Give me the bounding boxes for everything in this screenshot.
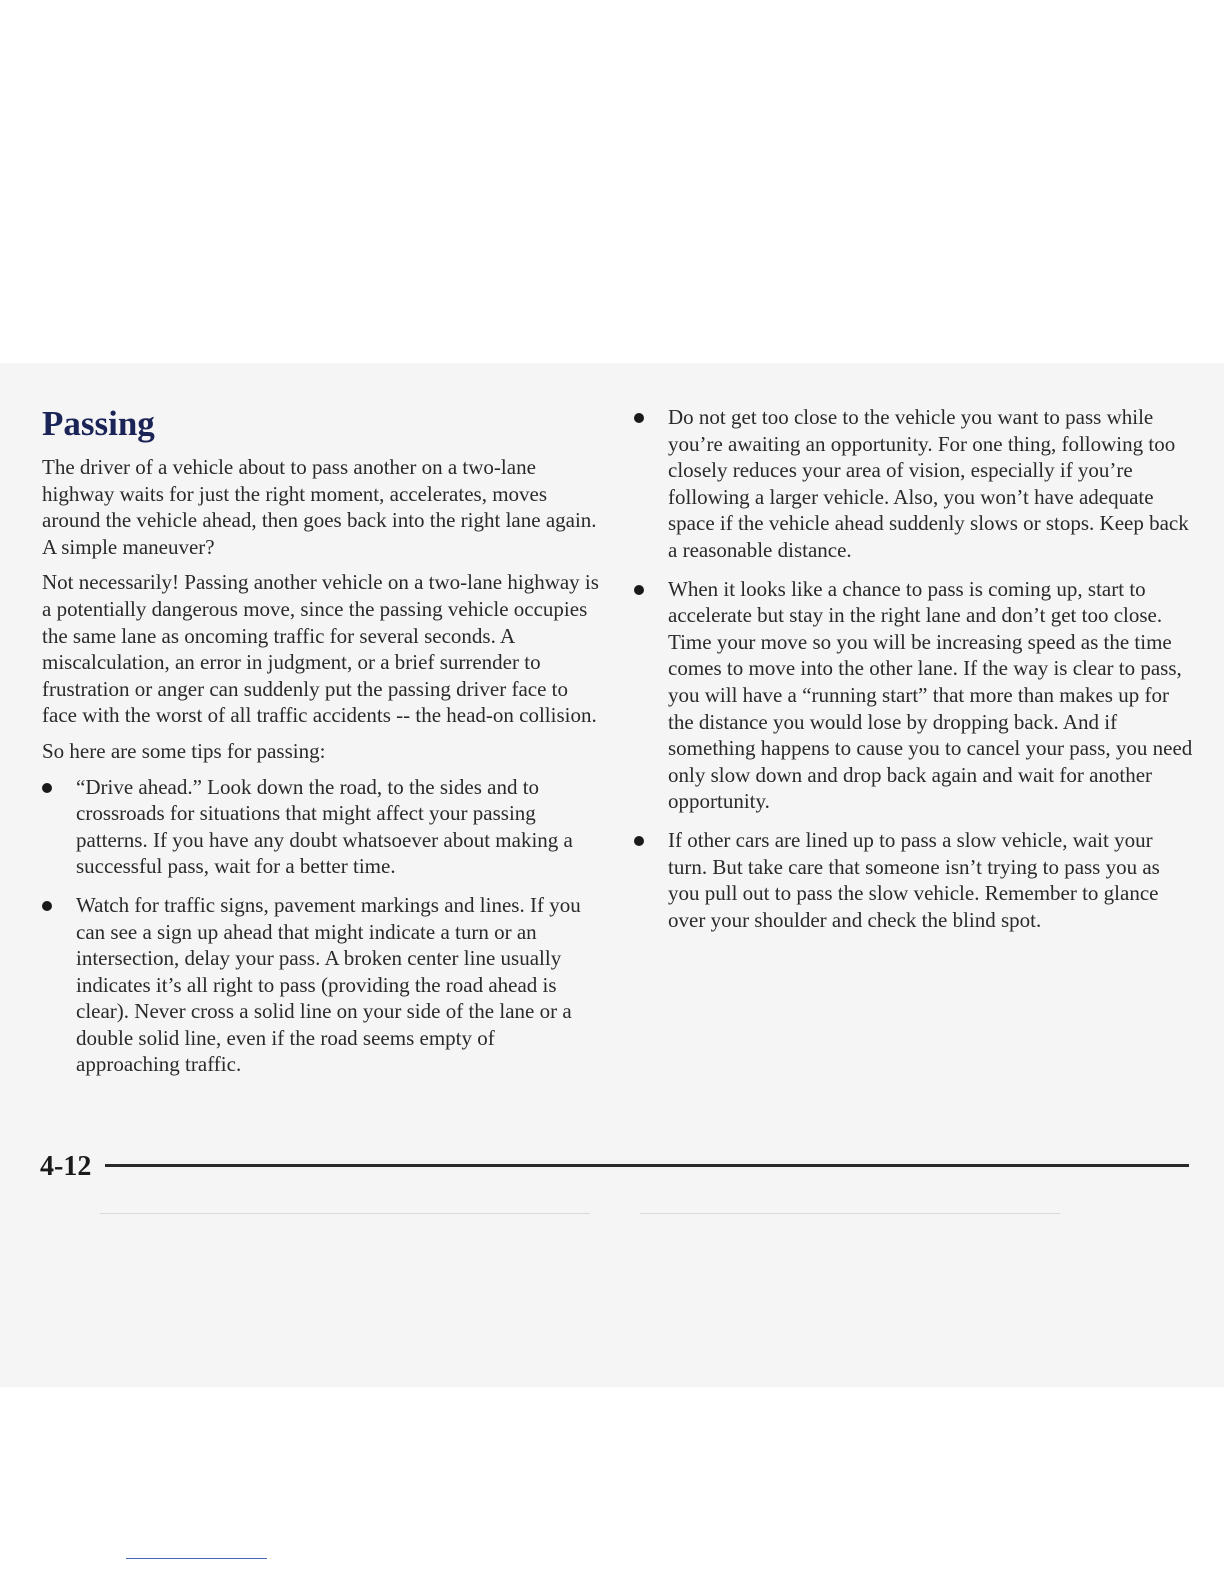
bullet-icon: [42, 783, 52, 793]
tip-text: Do not get too close to the vehicle you want to pass while you’re awaiting an opportunity. For one thing, following too closely reduces your area of vision, especially if you’re following a larger vehicle. Also, you won’t have adequate space if the vehicle ahead suddenly slows or stops. Keep back a reasonable distance.: [668, 405, 1189, 562]
tips-list-right: [634, 404, 1194, 933]
tip-text: When it looks like a chance to pass is coming up, start to accelerate but stay in the right lane and don’t get too close. Time your move so you will be increasing speed as the time comes to move into the other lane. If the way is clear to pass, you will have a “running start” that more than makes up for the distance you would lose by dropping back. And if something happens to cause you to cancel your pass, you need only slow down and drop back again and wait for another opportunity.: [668, 576, 1193, 814]
faint-divider-right: [640, 1213, 1060, 1214]
tip-text: “Drive ahead.” Look down the road, to the sides and to crossroads for situations that might affect your passing patterns. If you have any doubt whatsoever about making a successful pass, wait for a better time.: [76, 774, 573, 879]
bullet-icon: [634, 413, 644, 423]
tip-traffic-signs: [42, 892, 602, 1078]
bullet-icon: [634, 836, 644, 846]
tips-list-left: [42, 774, 602, 1079]
footer-rule: [105, 1164, 1189, 1167]
tip-text: Watch for traffic signs, pavement markings and lines. If you can see a sign up ahead that might indicate a turn or an intersection, delay your pass. A broken center line usually indicates it’s all right to pass (providing the road ahead is clear). Never cross a solid line on your side of the lane or a double solid line, even if the road seems empty of approaching traffic.: [76, 892, 581, 1077]
section-title: Passing: [42, 404, 155, 443]
tips-lead-in: So here are some tips for passing:: [42, 738, 326, 763]
page-number: 4-12: [40, 1151, 92, 1182]
intro-paragraph-1: The driver of a vehicle about to pass another on a two-lane highway waits for just the right moment, accelerates, moves around the vehicle ahead, then goes back into the right lane again. A simple maneuver?: [42, 455, 597, 559]
tip-drive-ahead: [42, 774, 602, 880]
bullet-icon: [42, 901, 52, 911]
tip-wait-your-turn: [634, 827, 1194, 933]
right-column: [634, 404, 1194, 945]
intro-paragraph-2: Not necessarily! Passing another vehicle on a two-lane highway is a potentially dangerous move, since the passing vehicle occupies the same lane as oncoming traffic for several seconds. A miscalculation, an error in judgment, or a brief surrender to frustration or anger can suddenly put the passing driver face to face with the worst of all traffic accidents -- the head-on collision.: [42, 570, 599, 728]
left-column: [42, 402, 602, 1090]
bottom-link-underline: [126, 1558, 267, 1559]
tip-running-start: [634, 576, 1194, 815]
faint-divider-left: [100, 1213, 590, 1214]
tip-text: If other cars are lined up to pass a slow vehicle, wait your turn. But take care that someone isn’t trying to pass you as you pull out to pass the slow vehicle. Remember to glance over your shoulder and check the blind spot.: [668, 827, 1160, 932]
bullet-icon: [634, 585, 644, 595]
tip-following-distance: [634, 404, 1194, 564]
